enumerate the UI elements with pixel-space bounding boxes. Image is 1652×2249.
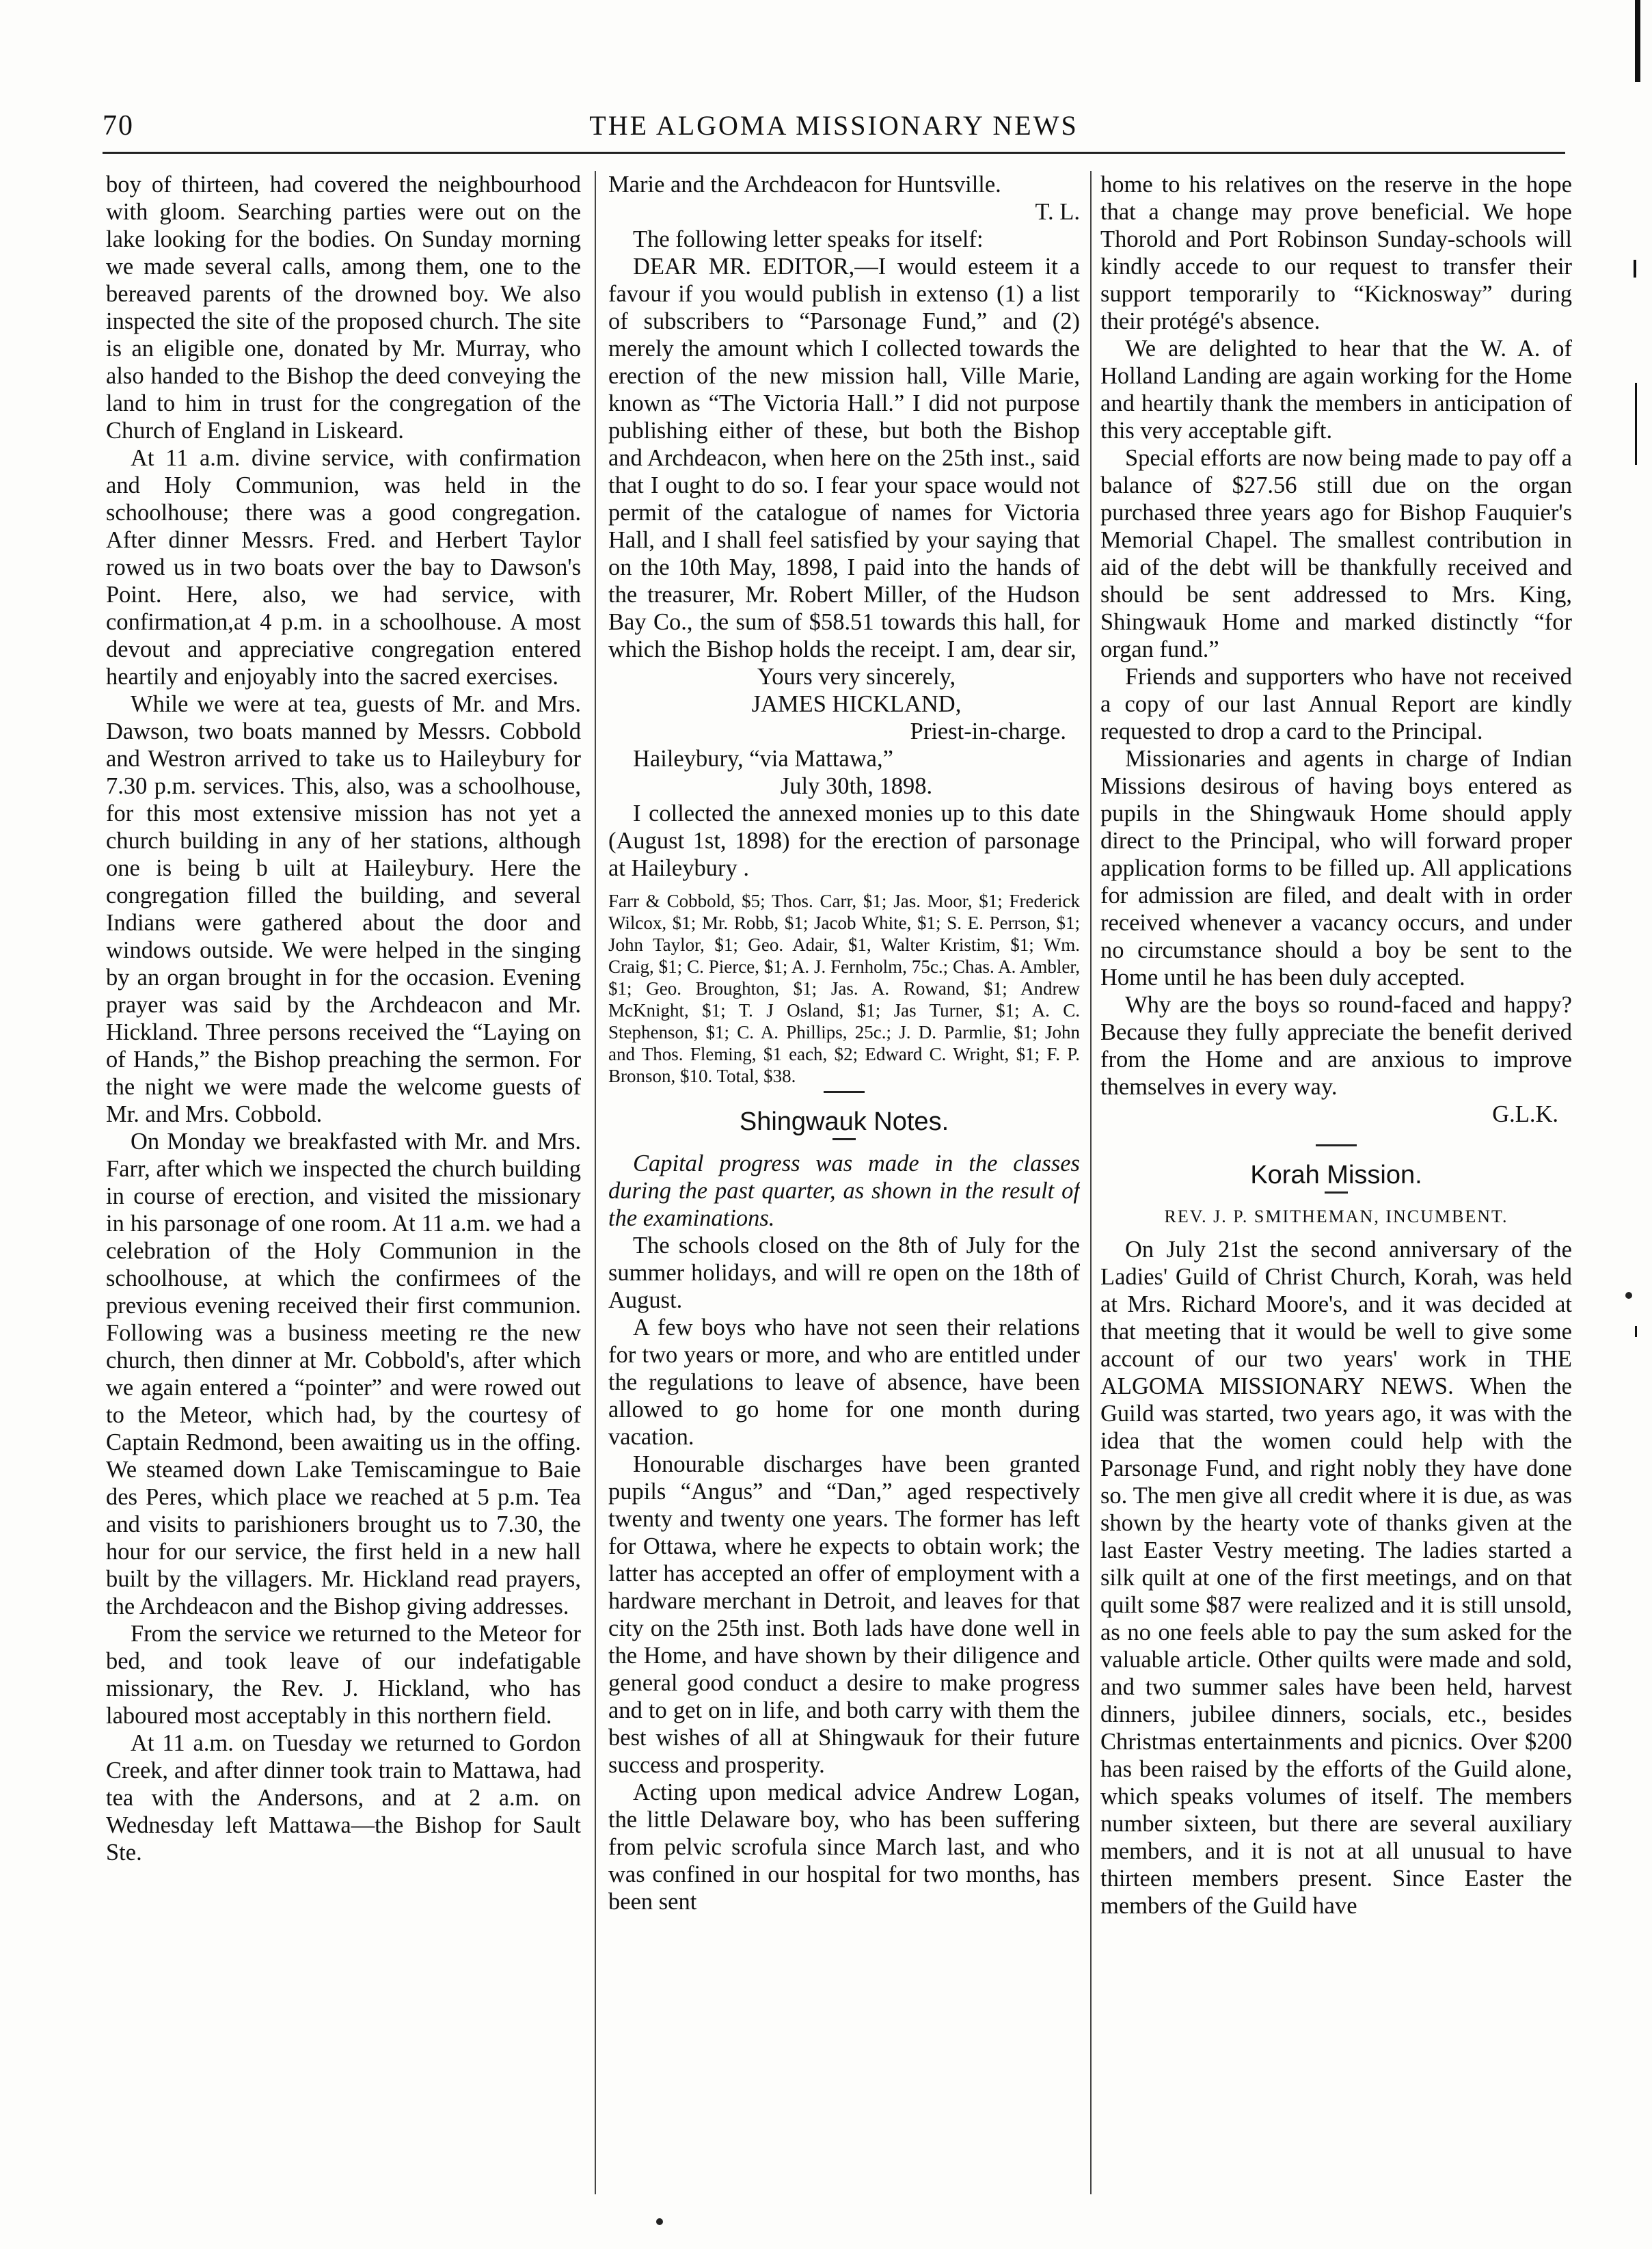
column-middle — [608, 171, 1080, 2208]
article-paragraph: On July 21st the second anniversary of the Ladies' Guild of Christ Church, Korah, was held at Mrs. Richard Moore's, and it was decided at that meeting that it would be well to give some account of our two years' work in THE ALGOMA MISSIONARY NEWS. When the Guild was started, two years ago, it was with the idea that the women could help with the Parsonage Fund, and right nobly they have done so. The men give all credit where it is due, as was shown by the hearty vote of thanks given at the last Easter Vestry meeting. The ladies started a silk quilt at one of the first meetings, and on that quilt some $87 were realized and it is still unsold, as no one feels able to pay the sum asked for the valuable article. Other quilts were made and sold, and two summer sales have been held, harvest dinners, jubilee dinners, socials, etc., besides Christmas entertainments and picnics. Over $200 has been raised by the efforts of the Guild alone, which speaks volumes of itself. The members number sixteen, but there are several auxiliary members, and it is not at all unusual to have thirteen members present. Since Easter the members of the Guild have — [1100, 1237, 1572, 1919]
column-left — [106, 171, 581, 2208]
letter-signature-title: Priest-in-charge. — [910, 718, 1066, 744]
margin-mark — [1635, 383, 1637, 465]
column-divider — [595, 171, 596, 2194]
running-title: THE ALGOMA MISSIONARY NEWS — [589, 110, 1079, 141]
section-rule — [824, 1091, 865, 1093]
notes-paragraph: A few boys who have not seen their relations for two years or more, and who are entitled under the regulations to leave of absence, have been allowed to go home for one month during vacation. — [608, 1315, 1080, 1450]
section-dash — [832, 1138, 856, 1140]
subscriber-list: Farr & Cobbold, $5; Thos. Carr, $1; Jas. Moor, $1; Frederick Wilcox, $1; Mr. Robb, $1; Jacob White, $1; S. E. Perrson, $1; John Taylor, $1; Geo. Adair, $1, Walter Kristim, $1; Wm. Craig, $1; C. Pierce, $1; A. J. Fernholm, 75c.; Chas. A. Ambler, $1; Geo. Broughton, $1; Jas. A. Rowand, $1; Andrew McKnight, $1; T. J Osland, $1; Jas Turner, $1; A. C. Stephenson, $1; C. A. Phillips, 25c.; J. D. Parmlie, $1; John and Thos. Fleming, $1 each, $2; Edward C. Wright, $1; F. P. Bronson, $10. Total, $38. — [608, 891, 1080, 1086]
section-dash — [1325, 1191, 1348, 1194]
notes-paragraph: Capital progress was made in the classes during the past quarter, as shown in the result of the examinations. — [608, 1150, 1080, 1231]
notes-paragraph: Friends and supporters who have not received a copy of our last Annual Report are kindly requested to drop a card to the Principal. — [1100, 664, 1572, 744]
letter-place: Haileybury, “via Mattawa,” — [633, 746, 893, 772]
margin-dot — [1625, 1292, 1632, 1299]
letter-closing: Yours very sincerely, — [757, 664, 956, 690]
article-paragraph: From the service we returned to the Meteor for bed, and took leave of our indefatigable missionary, the Rev. J. Hickland, who has laboured most acceptably in this northern field. — [106, 1621, 581, 1729]
section-title-shingwauk: Shingwauk Notes. — [739, 1107, 949, 1136]
article-paragraph: While we were at tea, guests of Mr. and Mrs. Dawson, two boats manned by Messrs. Cobbold and Westron arrived to take us to Haileybury for 7.30 p.m. services. This, also, was a schoolhouse, for this most extensive mission has not yet a church building in any of her stations, although one is being b uilt at Haileybury. Here the congregation filled the building, and several Indians were gathered about the door and windows outside. We were helped in the singing by an organ brought in for the occasion. Evening prayer was said by the Archdeacon and Mr. Hickland. Three persons received the “Laying on of Hands,” the Bishop preaching the sermon. For the night we were made the welcome guests of Mr. and Mrs. Cobbold. — [106, 691, 581, 1127]
column-divider — [1090, 171, 1092, 2194]
page-number: 70 — [103, 110, 134, 142]
notes-paragraph: Why are the boys so round-faced and happy? Because they fully appreciate the benefit derived from the Home and are anxious to improve themselves in every way. — [1100, 992, 1572, 1100]
section-byline: REV. J. P. SMITHEMAN, INCUMBENT. — [1164, 1207, 1508, 1226]
notes-paragraph: Special efforts are now being made to pay off a balance of $27.56 still due on the organ purchased three years ago for Bishop Fauquier's Memorial Chapel. The smallest contribution in aid of the debt will be thankfully received and should be sent addressed to Mrs. King, Shingwauk Home and marked distinctly “for organ fund.” — [1100, 445, 1572, 662]
margin-mark — [1635, 0, 1640, 82]
article-paragraph: Marie and the Archdeacon for Huntsville. — [608, 172, 1001, 198]
article-paragraph: At 11 a.m. divine service, with confirmation and Holy Communion, was held in the schoolhouse; there was a good congregation. After dinner Messrs. Fred. and Herbert Taylor rowed us in two boats over the bay to Dawson's Point. Here, also, we had service, with confirmation,at 4 p.m. in a schoolhouse. A most devout and appreciative congregation entered heartily and enjoyably into the sacred exercises. — [106, 445, 581, 690]
column-right — [1100, 171, 1572, 2208]
page-header — [103, 109, 1565, 144]
article-paragraph: At 11 a.m. on Tuesday we returned to Gordon Creek, and after dinner took train to Mattawa, had tea with the Andersons, and at 2 a.m. on Wednesday left Mattawa—the Bishop for Sault Ste. — [106, 1730, 581, 1866]
notes-paragraph: We are delighted to hear that the W. A. of Holland Landing are again working for the Home and heartily thank the members in anticipation of this very acceptable gift. — [1100, 336, 1572, 444]
article-signature: T. L. — [1035, 199, 1080, 225]
notes-paragraph: home to his relatives on the reserve in the hope that a change may prove beneficial. We hope Thorold and Port Robinson Sunday-schools will kindly accede to our request to transfer their support temporarily to “Kicknosway” during their protégé's absence. — [1100, 172, 1572, 334]
article-paragraph: boy of thirteen, had covered the neighbourhood with gloom. Searching parties were out on the lake looking for the bodies. On Sunday morning we made several calls, among them, one to the bereaved parents of the drowned boy. We also inspected the site of the proposed church. The site is an eligible one, donated by Mr. Murray, who also handed to the Bishop the deed conveying the land to him in trust for the congregation of the Church of England in Liskeard. — [106, 172, 581, 444]
margin-mark — [1635, 1326, 1637, 1337]
section-title-korah: Korah Mission. — [1250, 1161, 1422, 1189]
notes-paragraph: The schools closed on the 8th of July for the summer holidays, and will re open on the 18th of August. — [608, 1233, 1080, 1313]
notes-paragraph: Acting upon medical advice Andrew Logan, the little Delaware boy, who has been suffering from pelvic scrofula since March last, and who was confined in our hospital for two months, has been sent — [608, 1779, 1080, 1915]
letter-intro: The following letter speaks for itself: — [633, 226, 984, 252]
article-paragraph: On Monday we breakfasted with Mr. and Mrs. Farr, after which we inspected the church building in course of erection, and visited the missionary in his parsonage of one room. At 11 a.m. we had a celebration of the Holy Communion in the schoolhouse, at which the confirmees of the previous evening received their first communion. Following was a business meeting re the new church, then dinner at Mr. Cobbold's, after which we again entered a “pointer” and were rowed out to the Meteor, which had, by the courtesy of Captain Redmond, been awaiting us in the offing. We steamed down Lake Temiscamingue to Baie des Peres, which place we reached at 5 p.m. Tea and visits to parishioners brought us to 7.30, the hour for our service, the first held in a new hall built by the villagers. Mr. Hickland read prayers, the Archdeacon and the Bishop giving addresses. — [106, 1129, 581, 1619]
margin-dot — [656, 2218, 663, 2225]
letter-body: DEAR MR. EDITOR,—I would esteem it a favour if you would publish in extenso (1) a list of subscribers to “Parsonage Fund,” and (2) merely the amount which I collected towards the erection of the new mission hall, Ville Marie, known as “The Victoria Hall.” I did not purpose publishing either of these, but both the Bishop and Archdeacon, when here on the 25th inst., said that I ought to do so. I fear your space would not permit of the catalogue of names for Victoria Hall, and I shall feel satisfied by your saying that on the 10th May, 1898, I paid into the hands of the treasurer, Mr. Robert Miller, of the Hudson Bay Co., the sum of $58.51 towards this hall, for which the Bishop holds the receipt. I am, dear sir, — [608, 254, 1080, 662]
letter-signature-name: JAMES HICKLAND, — [751, 691, 962, 717]
notes-paragraph: Missionaries and agents in charge of Indian Missions desirous of having boys entered as pupils in the Shingwauk Home should apply direct to the Principal, who will forward proper application forms to be filled up. All applications for admission are filed, and dealt with in order received whenever a vacancy occurs, and under no circumstance should a boy be sent to the Home until he has been duly accepted. — [1100, 746, 1572, 991]
header-rule — [103, 152, 1565, 154]
notes-paragraph: Honourable discharges have been granted pupils “Angus” and “Dan,” aged respectively twenty and twenty one years. The former has left for Ottawa, where he expects to obtain work; the latter has accepted an offer of employment with a hardware merchant in Detroit, and leaves for that city on the 25th inst. Both lads have done well in the Home, and have shown by their diligence and general good conduct a desire to make progress and to get on in life, and both carry with them the best wishes of all at Shingwauk for their future success and prosperity. — [608, 1451, 1080, 1778]
notes-signoff: G.L.K. — [1492, 1101, 1558, 1127]
letter-date: July 30th, 1898. — [780, 773, 933, 799]
article-paragraph: I collected the annexed monies up to this date (August 1st, 1898) for the erection of parsonage at Haileybury . — [608, 800, 1080, 881]
section-rule — [1316, 1144, 1357, 1146]
margin-mark — [1634, 260, 1636, 278]
